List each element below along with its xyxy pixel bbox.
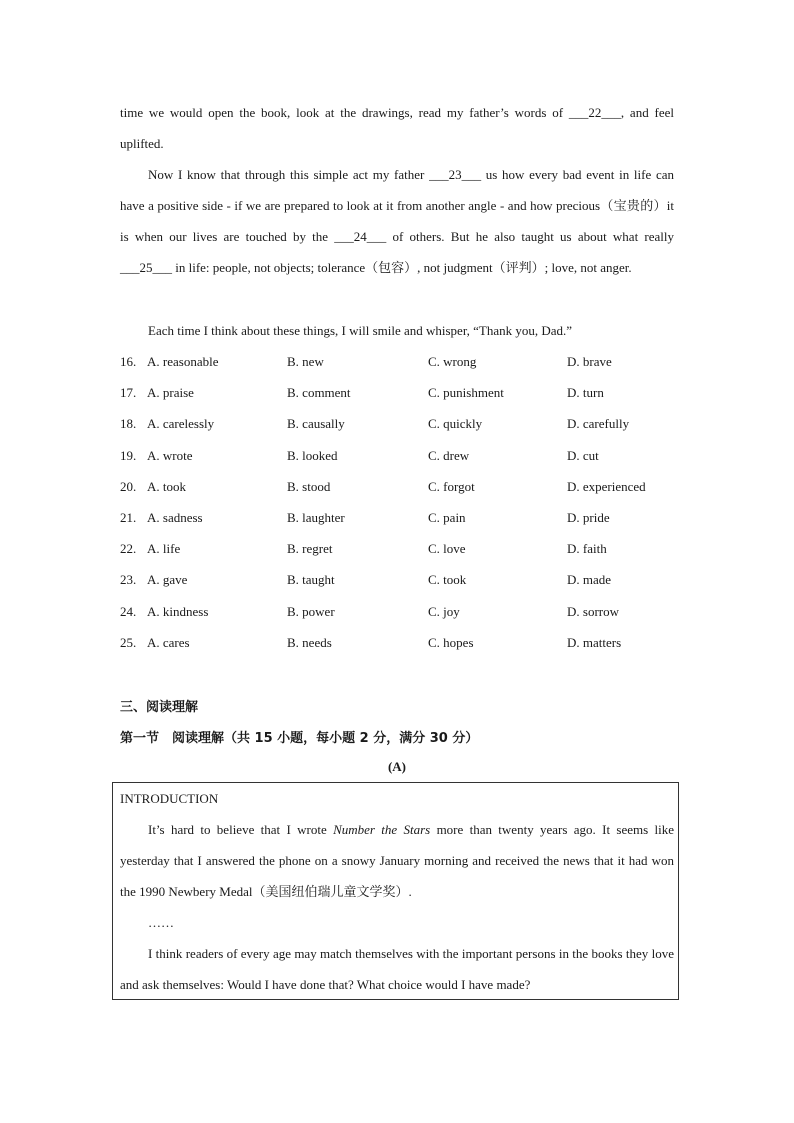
option-c: C. joy (428, 603, 460, 619)
question-number: 16. (120, 354, 137, 369)
option-b: B. stood (287, 478, 331, 494)
question-number: 24. (120, 603, 137, 619)
option-c: C. wrong (428, 354, 477, 369)
passage-p1-before: It’s hard to believe that I wrote (148, 822, 334, 837)
section-title: 三、阅读理解 (120, 700, 199, 715)
question-number: 19. (120, 447, 137, 463)
option-row (120, 533, 680, 564)
option-c: C. forgot (428, 478, 475, 494)
option-row (120, 346, 680, 377)
option-a: A. wrote (147, 447, 193, 463)
option-a: A. cares (147, 634, 190, 650)
passage-p1-after: more than twenty years ago. It seems like yesterday that I answered the phone on a snowy January morning and received the news that it had won the 1990 Newbery Medal（美国纽伯瑞儿童文学奖）. (120, 822, 674, 899)
option-b: B. needs (287, 634, 332, 650)
option-c: C. drew (428, 447, 470, 463)
question-number: 25. (120, 634, 137, 650)
option-b: B. taught (287, 572, 335, 588)
option-a: A. kindness (147, 603, 209, 619)
question-number: 18. (120, 416, 137, 432)
book-title: Number the Stars (333, 822, 431, 837)
option-b: B. comment (287, 385, 351, 401)
option-a: A. took (147, 478, 186, 494)
cloze-paragraph-2: Now I know that through this simple act my father ___23___ us how every bad event in life can have a positive side - if we are prepared to look at it from another angle - and how precious（宝贵的）it is when our lives are touched by the ___24___ of others. But he also taught us about what really ___25___ in life: people, not objects; tolerance（包容）, not judgment（评判）; love, not anger. (120, 167, 674, 275)
option-d: D. sorrow (567, 603, 619, 619)
option-d: D. experienced (567, 478, 646, 494)
option-c: C. pain (428, 509, 466, 525)
question-number: 23. (120, 572, 137, 588)
option-d: D. carefully (567, 416, 630, 432)
option-b: B. laughter (287, 509, 345, 525)
option-d: D. turn (567, 385, 604, 401)
option-d: D. cut (567, 447, 599, 463)
option-d: D. matters (567, 634, 622, 650)
option-b: B. power (287, 603, 335, 619)
options-table (120, 346, 680, 658)
option-a: A. gave (147, 572, 188, 588)
cloze-paragraph-3: Each time I think about these things, I will smile and whisper, “Thank you, Dad.” (148, 323, 573, 338)
option-c: C. love (428, 541, 466, 557)
option-a: A. carelessly (147, 416, 215, 432)
option-a: A. praise (147, 385, 194, 401)
option-a: A. reasonable (147, 354, 219, 369)
option-row (120, 596, 680, 627)
option-row (120, 471, 680, 502)
section-subtitle: 第一节 阅读理解（共 15 小题，每小题 2 分，满分 30 分） (120, 731, 479, 746)
question-number: 21. (120, 509, 137, 525)
question-number: 17. (120, 385, 137, 401)
question-number: 20. (120, 478, 137, 494)
passage-paragraph-1 (120, 814, 674, 907)
passage-paragraph-2: I think readers of every age may match themselves with the important persons in the books they love and ask themselves: Would I have done that? What choice would I have made? (120, 946, 674, 992)
option-c: C. quickly (428, 416, 483, 432)
cloze-paragraph-1: time we would open the book, look at the drawings, read my father’s words of ___22___, and feel uplifted. (120, 105, 674, 151)
option-row (120, 564, 680, 595)
option-a: A. sadness (147, 509, 203, 525)
option-row (120, 408, 680, 439)
option-c: C. took (428, 572, 467, 588)
option-row (120, 502, 680, 533)
option-row (120, 377, 680, 408)
option-d: D. made (567, 572, 612, 588)
passage-heading: INTRODUCTION (120, 791, 219, 806)
option-b: B. regret (287, 541, 333, 557)
question-number: 22. (120, 541, 137, 557)
option-d: D. pride (567, 509, 610, 525)
option-b: B. new (287, 354, 324, 369)
option-a: A. life (147, 541, 181, 557)
option-b: B. causally (287, 416, 345, 432)
option-b: B. looked (287, 447, 338, 463)
passage-ellipsis: …… (148, 915, 174, 930)
option-d: D. faith (567, 541, 607, 557)
option-d: D. brave (567, 354, 612, 369)
passage-label: (A) (387, 759, 407, 774)
option-row (120, 627, 680, 658)
option-c: C. punishment (428, 385, 504, 401)
option-c: C. hopes (428, 634, 474, 650)
option-row (120, 440, 680, 471)
